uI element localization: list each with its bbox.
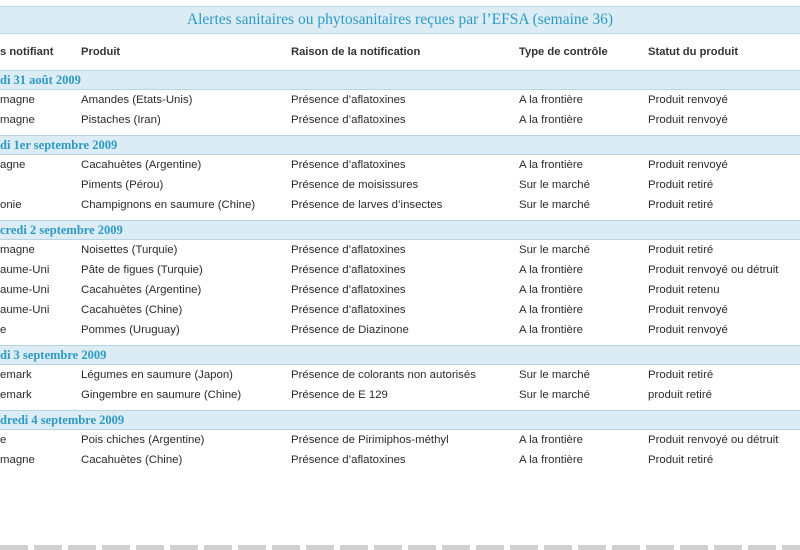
header-product-status: Statut du produit (648, 46, 739, 58)
cell-status: Produit renvoyé (648, 94, 728, 106)
table-row (0, 110, 800, 130)
cell-product: Cacahuètes (Argentine) (81, 159, 202, 171)
cell-control-type: A la frontière (519, 324, 583, 336)
table-row (0, 155, 800, 175)
cell-status: Produit renvoyé ou détruit (648, 434, 779, 446)
cell-product: Cacahuètes (Chine) (81, 304, 183, 316)
cell-reason: Présence d’aflatoxines (291, 264, 406, 276)
cell-country: agne (0, 159, 26, 171)
cell-country: emark (0, 389, 32, 401)
table-row (0, 430, 800, 450)
date-row: dredi 4 septembre 2009 (0, 410, 800, 430)
cell-reason: Présence d’aflatoxines (291, 454, 406, 466)
cell-control-type: A la frontière (519, 284, 583, 296)
table-row (0, 300, 800, 320)
table-row (0, 90, 800, 110)
table-row (0, 240, 800, 260)
cell-product: Pommes (Uruguay) (81, 324, 180, 336)
cell-status: Produit renvoyé (648, 304, 728, 316)
table-row (0, 365, 800, 385)
date-row: di 1er septembre 2009 (0, 135, 800, 155)
date-row: di 3 septembre 2009 (0, 345, 800, 365)
cell-country: aume-Uni (0, 264, 50, 276)
cell-country: onie (0, 199, 22, 211)
cell-control-type: Sur le marché (519, 179, 590, 191)
cell-product: Amandes (Etats-Unis) (81, 94, 193, 106)
date-row: credi 2 septembre 2009 (0, 220, 800, 240)
cell-reason: Présence de E 129 (291, 389, 388, 401)
cell-product: Noisettes (Turquie) (81, 244, 178, 256)
footer-divider (0, 545, 800, 550)
header-country: s notifiant (0, 46, 54, 58)
header-product: Produit (81, 46, 121, 58)
cell-status: Produit retiré (648, 179, 714, 191)
cell-country: e (0, 434, 7, 446)
cell-product: Piments (Pérou) (81, 179, 164, 191)
cell-status: Produit retiré (648, 199, 714, 211)
table-row (0, 195, 800, 215)
cell-status: Produit retiré (648, 454, 714, 466)
cell-control-type: A la frontière (519, 114, 583, 126)
cell-country: magne (0, 244, 35, 256)
cell-reason: Présence d’aflatoxines (291, 304, 406, 316)
cell-reason: Présence de larves d’insectes (291, 199, 443, 211)
cell-control-type: Sur le marché (519, 389, 590, 401)
cell-country: aume-Uni (0, 304, 50, 316)
cell-status: Produit retenu (648, 284, 720, 296)
cell-control-type: Sur le marché (519, 244, 590, 256)
cell-reason: Présence de moisissures (291, 179, 419, 191)
table-row (0, 175, 800, 195)
table-header (0, 34, 800, 70)
cell-control-type: Sur le marché (519, 199, 590, 211)
table-title: Alertes sanitaires ou phytosanitaires reçues par l’EFSA (semaine 36) (0, 6, 800, 34)
cell-reason: Présence d’aflatoxines (291, 159, 406, 171)
alerts-table (0, 34, 800, 470)
cell-reason: Présence d’aflatoxines (291, 284, 406, 296)
cell-country: aume-Uni (0, 284, 50, 296)
table-row (0, 260, 800, 280)
cell-country: e (0, 324, 7, 336)
cell-country: magne (0, 94, 35, 106)
cell-product: Gingembre en saumure (Chine) (81, 389, 242, 401)
table-row (0, 385, 800, 405)
cell-status: Produit renvoyé (648, 114, 728, 126)
table-row (0, 280, 800, 300)
cell-status: Produit renvoyé (648, 324, 728, 336)
cell-product: Cacahuètes (Argentine) (81, 284, 202, 296)
cell-country: magne (0, 114, 35, 126)
cell-reason: Présence d’aflatoxines (291, 244, 406, 256)
cell-product: Pistaches (Iran) (81, 114, 161, 126)
cell-reason: Présence d’aflatoxines (291, 114, 406, 126)
cell-status: Produit renvoyé (648, 159, 728, 171)
cell-reason: Présence de Diazinone (291, 324, 409, 336)
cell-product: Pâte de figues (Turquie) (81, 264, 203, 276)
cell-control-type: A la frontière (519, 264, 583, 276)
cell-country: magne (0, 454, 35, 466)
cell-control-type: Sur le marché (519, 369, 590, 381)
cell-status: produit retiré (648, 389, 712, 401)
table-row (0, 320, 800, 340)
cell-status: Produit renvoyé ou détruit (648, 264, 779, 276)
cell-control-type: A la frontière (519, 159, 583, 171)
cell-product: Pois chiches (Argentine) (81, 434, 205, 446)
header-control-type: Type de contrôle (519, 46, 608, 58)
cell-product: Cacahuètes (Chine) (81, 454, 183, 466)
cell-control-type: A la frontière (519, 454, 583, 466)
cell-control-type: A la frontière (519, 434, 583, 446)
cell-status: Produit retiré (648, 244, 714, 256)
cell-control-type: A la frontière (519, 94, 583, 106)
cell-reason: Présence de Pirimiphos-méthyl (291, 434, 449, 446)
cell-reason: Présence de colorants non autorisés (291, 369, 476, 381)
cell-reason: Présence d’aflatoxines (291, 94, 406, 106)
cell-product: Légumes en saumure (Japon) (81, 369, 233, 381)
table-row (0, 450, 800, 470)
cell-control-type: A la frontière (519, 304, 583, 316)
cell-product: Champignons en saumure (Chine) (81, 199, 256, 211)
header-reason: Raison de la notification (291, 46, 421, 58)
cell-status: Produit retiré (648, 369, 714, 381)
date-row: di 31 août 2009 (0, 70, 800, 90)
cell-country: emark (0, 369, 32, 381)
